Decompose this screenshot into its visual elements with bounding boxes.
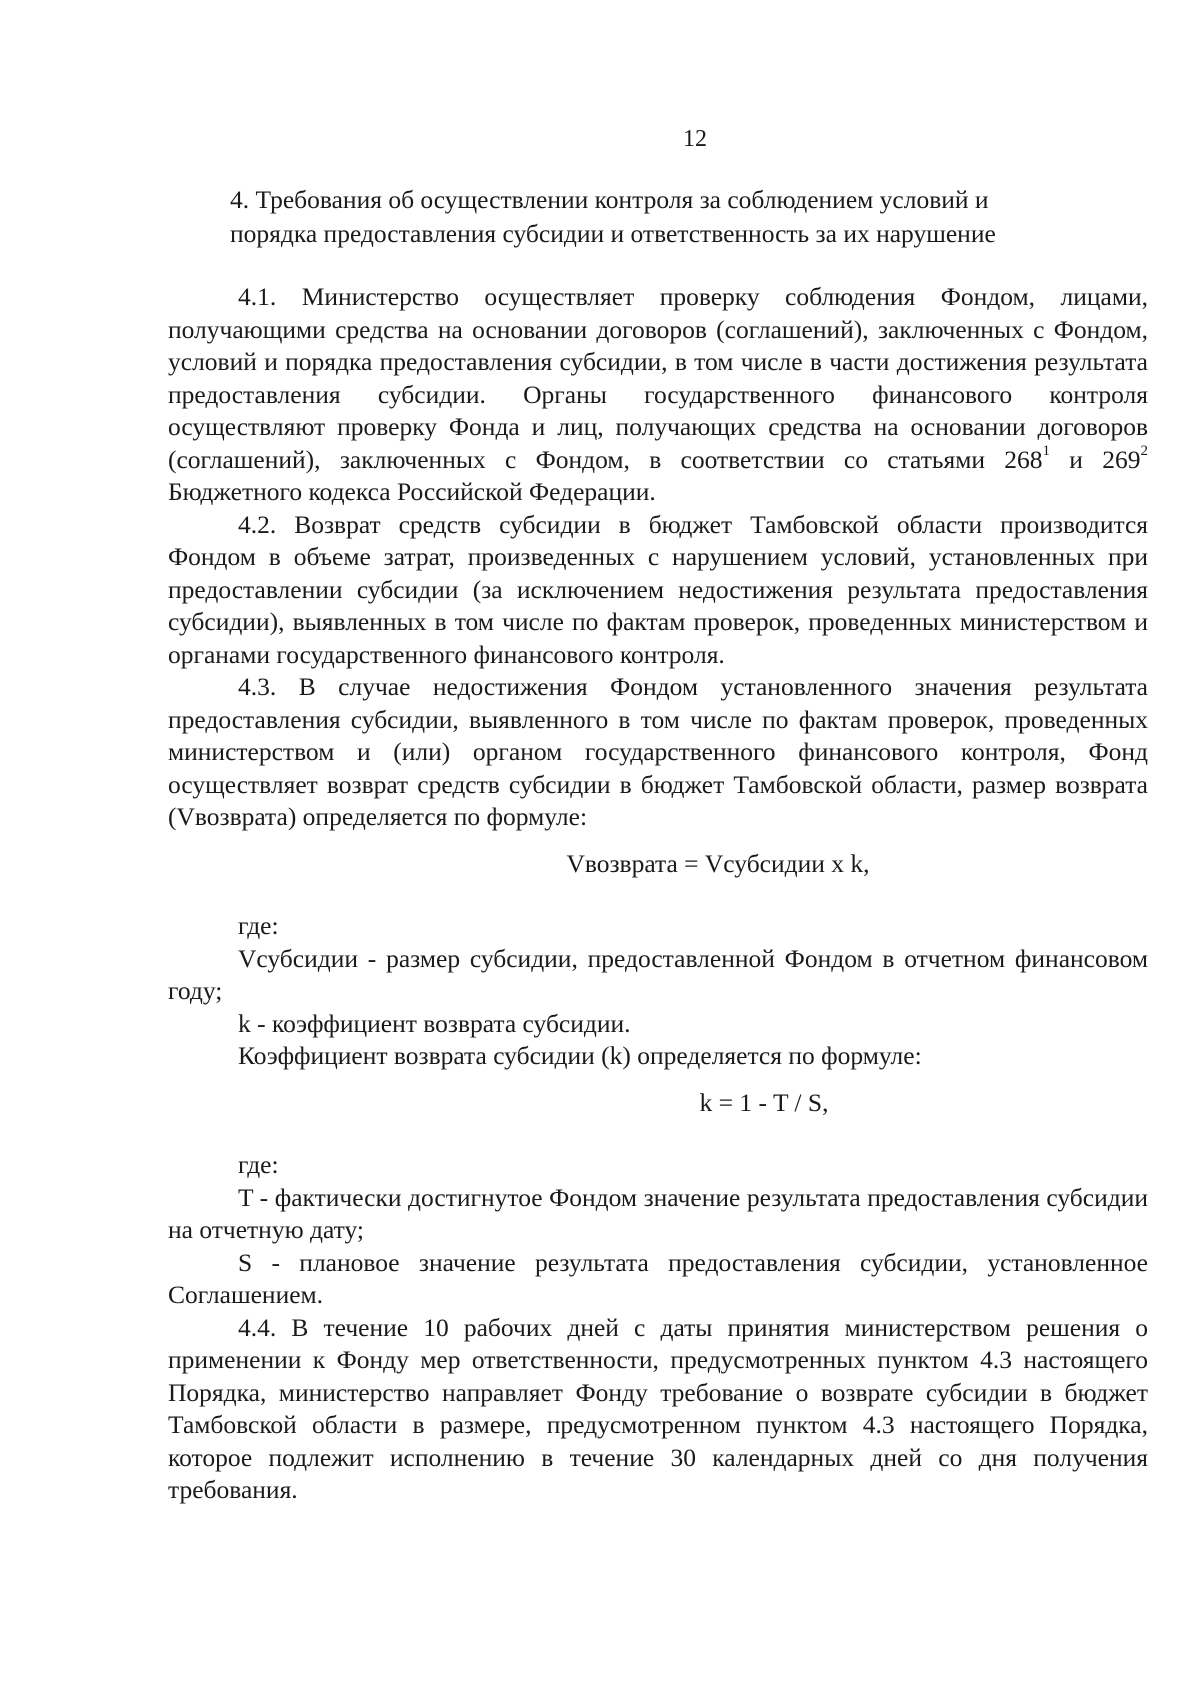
section-title-line-1: 4. Требования об осуществлении контроля за соблюдением условий и: [230, 185, 989, 214]
paragraph-4-2: 4.2. Возврат средств субсидии в бюджет Тамбовской области производится Фондом в объеме затрат, произведенных с нарушением условий, установленных при предоставлении субсидии (за исключением недостижения результата предоставления субсидии), выявленных в том числе по фактам проверок, проведенных министерством и органами государственного финансового контроля.: [168, 509, 1148, 669]
formula-coefficient: k = 1 - T / S,: [699, 1087, 829, 1117]
paragraph-4-3: 4.3. В случае недостижения Фондом установленного значения результата предоставления субсидии, выявленного в том числе по фактам проверок, проведенных министерством и (или) органом государственного финансового контроля, Фонд осуществляет возврат средств субсидии в бюджет Тамбовской области, размер возврата (Vвозврата) определяется по формуле:: [168, 672, 1148, 831]
paragraph-4-1-text-b: и 269: [1050, 444, 1141, 474]
formula-return-amount: Vвозврата = Vсубсидии x k,: [566, 848, 870, 878]
section-title: [230, 183, 1110, 251]
paragraph-4-1-text-a: 4.1. Министерство осуществляет проверку соблюдения Фондом, лицами, получающими средства на основании договоров (соглашений), заключенных с Фондом, условий и порядка предоставления субсидии, в том числе в части достижения результата предоставления субсидии. Органы государственного финансового контроля осуществляют проверку Фонда и лиц, получающих средства на основании договоров (соглашений), заключенных с Фондом, в соответствии со статьями 268: [168, 282, 1148, 474]
definition-k: k - коэффициент возврата субсидии.: [238, 1008, 631, 1038]
paragraph-4-1: [168, 281, 1148, 509]
k-formula-intro: Коэффициент возврата субсидии (k) определяется по формуле:: [238, 1041, 922, 1070]
definition-v-subsidy: Vсубсидии - размер субсидии, предоставленной Фондом в отчетном финансовом году;: [168, 943, 1148, 1005]
article-superscript-2: 2: [1140, 443, 1148, 459]
where-label-2: где:: [238, 1150, 279, 1179]
definition-t: T - фактически достигнутое Фондом значение результата предоставления субсидии на отчетную дату;: [168, 1182, 1148, 1244]
article-superscript-1: 1: [1042, 443, 1051, 459]
section-title-line-2: порядка предоставления субсидии и ответственность за их нарушение: [230, 219, 996, 248]
paragraph-4-1-text-c: Бюджетного кодекса Российской Федерации.: [168, 477, 656, 506]
where-label-1: где:: [238, 911, 279, 940]
page-number: 12: [683, 126, 707, 152]
paragraph-4-4: 4.4. В течение 10 рабочих дней с даты принятия министерством решения о применении к Фонду мер ответственности, предусмотренных пунктом 4.3 настоящего Порядка, министерство направляет Фонду требование о возврате субсидии в бюджет Тамбовской области в размере, предусмотренном пунктом 4.3 настоящего Порядка, которое подлежит исполнению в течение 30 календарных дней со дня получения требования.: [168, 1312, 1148, 1504]
body-text: [168, 281, 1148, 1507]
definition-s: S - плановое значение результата предоставления субсидии, установленное Соглашением.: [168, 1247, 1148, 1309]
